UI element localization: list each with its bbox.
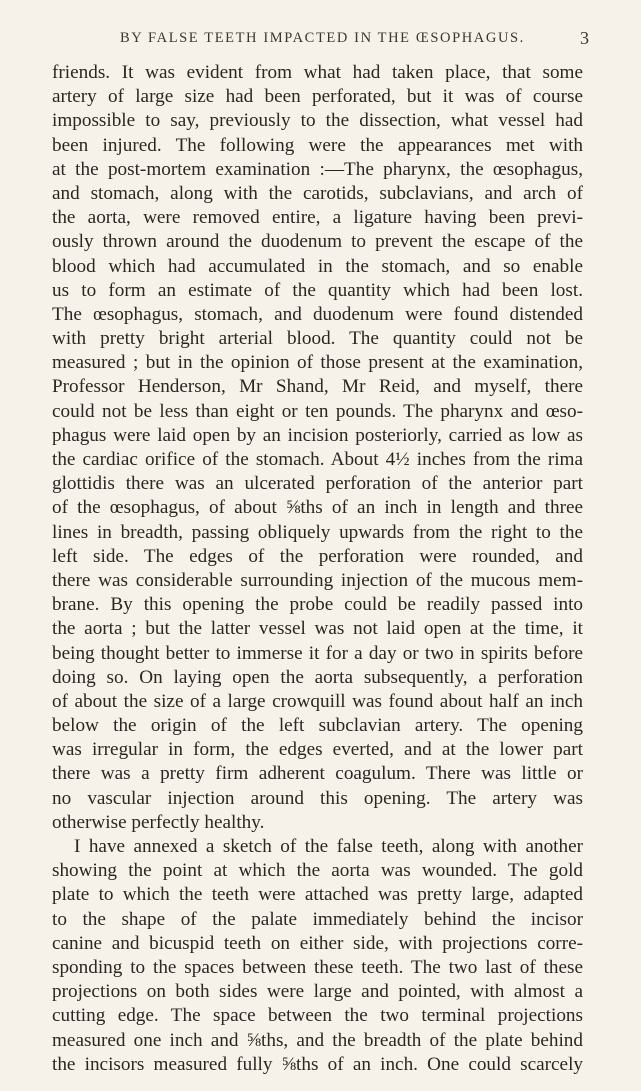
text-line: showing the point at which the aorta was wounded. The gold [52, 860, 583, 882]
text-line: left side. The edges of the perforation were rounded, and [52, 545, 583, 567]
text-line: I have annexed a sketch of the false teeth, along with another [74, 836, 583, 857]
text-line: The œsophagus, stomach, and duodenum were found distended [52, 303, 583, 325]
text-line: was irregular in form, the edges everted, and at the lower part [52, 739, 583, 761]
text-line: otherwise perfectly healthy. [52, 811, 265, 833]
text-line: no vascular injection around this opening. The artery was [52, 787, 583, 809]
text-line: glottidis there was an ulcerated perforation of the anterior part [52, 473, 583, 495]
text-line: Professor Henderson, Mr Shand, Mr Reid, and myself, there [52, 376, 583, 398]
text-line: the aorta, were removed entire, a ligature having been previ- [52, 207, 583, 229]
running-head: BY FALSE TEETH IMPACTED IN THE ŒSOPHAGUS. [120, 30, 525, 46]
text-line: blood which had accumulated in the stomach, and so enable [52, 255, 583, 277]
text-line: artery of large size had been perforated, but it was of course [52, 86, 583, 108]
text-line: brane. By this opening the probe could be readily passed into [52, 594, 583, 616]
text-line: sponding to the spaces between these teeth. The two last of these [52, 956, 583, 978]
page-number: 3 [580, 28, 589, 48]
text-line: plate to which the teeth were attached was pretty large, adapted [52, 884, 583, 906]
text-line: there was a pretty firm adherent coagulum. There was little or [52, 763, 583, 785]
text-line: the cardiac orifice of the stomach. About 4½ inches from the rima [52, 449, 583, 470]
text-line: being thought better to immerse it for a day or two in spirits before [52, 642, 583, 664]
text-line: lines in breadth, passing obliquely upwards from the right to the [52, 521, 583, 543]
text-line: ously thrown around the duodenum to prevent the escape of the [52, 231, 583, 253]
text-line: there was considerable surrounding injection of the mucous mem- [52, 569, 583, 591]
text-line: us to form an estimate of the quantity which had been lost. [52, 279, 583, 301]
text-line: measured one inch and ⅝ths, and the breadth of the plate behind [52, 1029, 583, 1051]
text-line: projections on both sides were large and pointed, with almost a [52, 981, 583, 1003]
body-text [52, 61, 583, 1077]
text-line: below the origin of the left subclavian artery. The opening [52, 715, 583, 737]
text-line: to the shape of the palate immediately behind the incisor [52, 908, 583, 930]
text-line: friends. It was evident from what had taken place, that some [52, 62, 583, 83]
text-line: could not be less than eight or ten pounds. The pharynx and œso- [52, 400, 583, 422]
text-line: impossible to say, previously to the dissection, what vessel had [52, 110, 583, 132]
text-line: and stomach, along with the carotids, subclavians, and arch of [52, 182, 583, 204]
text-line: the incisors measured fully ⅝ths of an inch. One could scarcely [52, 1053, 583, 1075]
text-line: doing so. On laying open the aorta subsequently, a perforation [52, 666, 583, 688]
text-line: been injured. The following were the appearances met with [52, 134, 583, 156]
text-line: with pretty bright arterial blood. The quantity could not be [52, 328, 583, 350]
text-line: cutting edge. The space between the two terminal projections [52, 1005, 583, 1027]
text-line: phagus were laid open by an incision posteriorly, carried as low as [52, 424, 583, 446]
text-line: of about the size of a large crowquill was found about half an inch [52, 690, 583, 712]
text-line: at the post-mortem examination :—The pharynx, the œsophagus, [52, 158, 583, 180]
text-line: canine and bicuspid teeth on either side, with projections corre- [52, 932, 583, 954]
text-line: the aorta ; but the latter vessel was not laid open at the time, it [52, 618, 583, 640]
text-line: measured ; but in the opinion of those present at the examination, [52, 352, 583, 374]
text-line: of the œsophagus, of about ⅝ths of an inch in length and three [52, 497, 583, 519]
page-header [52, 30, 589, 50]
